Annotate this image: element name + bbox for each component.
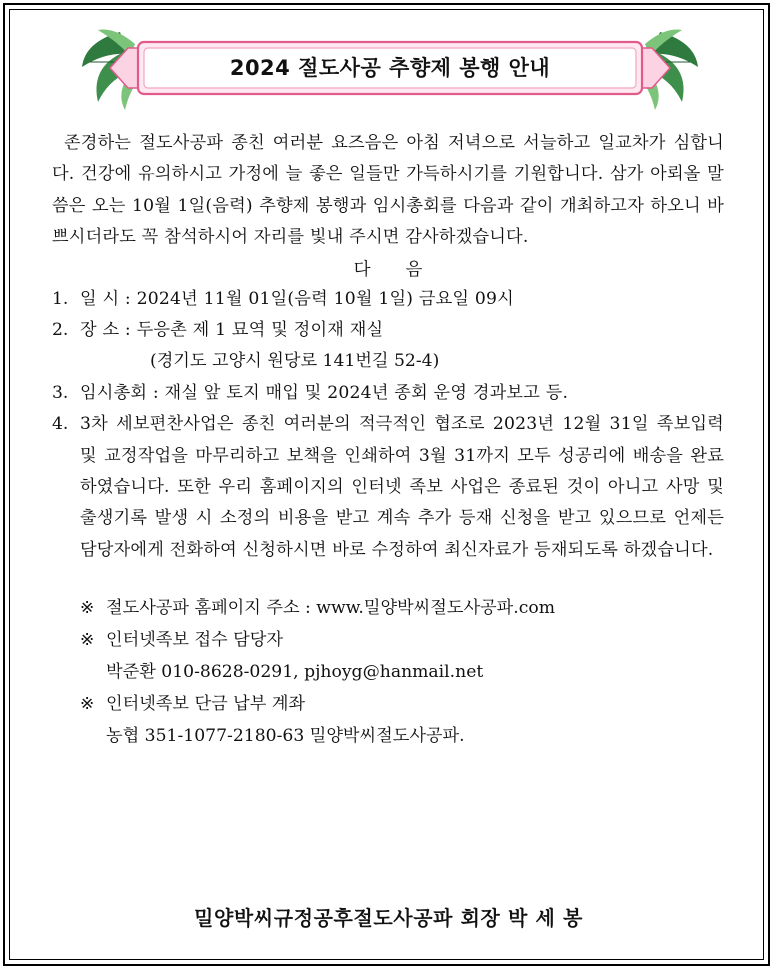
note-mark: ※: [80, 598, 95, 619]
note-mark: ※: [80, 630, 95, 651]
list-item: [52, 284, 724, 315]
document-body: [52, 128, 724, 752]
note-contact: 박준환 010-8628-0291, pjhoyg@hanmail.net: [106, 662, 484, 683]
item-text: 일 시 : 2024년 11월 01일(음력 10월 1일) 금요일 09시: [80, 288, 514, 309]
list-item: [52, 315, 724, 346]
item-number: 4.: [52, 414, 69, 435]
page-title: 2024 절도사공 추향제 봉행 안내: [229, 56, 551, 80]
list-item: [52, 378, 724, 409]
daeum-heading: 다 음: [353, 259, 423, 280]
item-text: 임시총회 : 재실 앞 토지 매입 및 2024년 종회 운영 경과보고 등.: [80, 382, 569, 403]
footer-signature: 밀양박씨규정공후절도사공파 회장 박 세 봉: [194, 906, 583, 930]
note-text: 절도사공파 홈페이지 주소 : www.밀양박씨절도사공파.com: [106, 598, 556, 619]
note-item: [52, 624, 724, 656]
item-number: 1.: [52, 288, 69, 309]
item-text: 3차 세보편찬사업은 종친 여러분의 적극적인 협조로 2023년 12월 31일 족보입력 및 교정작업을 마무리하고 보책을 인쇄하여 3월 31까지 모두 성공리에 배송을 완료하였습니다. 또한 우리 홈페이지의 인터넷 족보 사업은 종료된 것이 아니고 사망 및 출생기록 발생 시 소정의 비용을 받고 계속 추가 등재 신청을 받고 있으므로 언제든 담당자에게 전화하여 신청하시면 바로 수정하여 최신자료가 등재되도록 하겠습니다.: [80, 414, 724, 560]
list-item: [52, 409, 724, 566]
item-text: 장 소 : 두응촌 제 1 묘역 및 정이재 재실: [80, 320, 384, 341]
note-item: [52, 592, 724, 624]
item-number: 2.: [52, 320, 69, 341]
note-text: 인터넷족보 단금 납부 계좌: [106, 694, 306, 715]
note-item: [52, 688, 724, 720]
notes-section: [52, 592, 724, 752]
intro-paragraph: 존경하는 절도사공파 종친 여러분 요즈음은 아침 저녁으로 서늘하고 일교차가 심합니다. 건강에 유의하시고 가정에 늘 좋은 일들만 가득하시기를 기원합니다. 삼가 아뢰올 말씀은 오는 10월 1일(음력) 추향제 봉행과 임시총회를 다음과 같이 개최하고자 하오니 바쁘시더라도 꼭 참석하시어 자리를 빛내 주시면 감사하겠습니다.: [52, 133, 724, 248]
item-sub-address: (경기도 고양시 원당로 141번길 52-4): [150, 351, 440, 372]
note-mark: ※: [80, 694, 95, 715]
note-text: 인터넷족보 접수 담당자: [106, 630, 283, 651]
item-number: 3.: [52, 382, 69, 403]
note-account: 농협 351-1077-2180-63 밀양박씨절도사공파.: [106, 726, 465, 747]
